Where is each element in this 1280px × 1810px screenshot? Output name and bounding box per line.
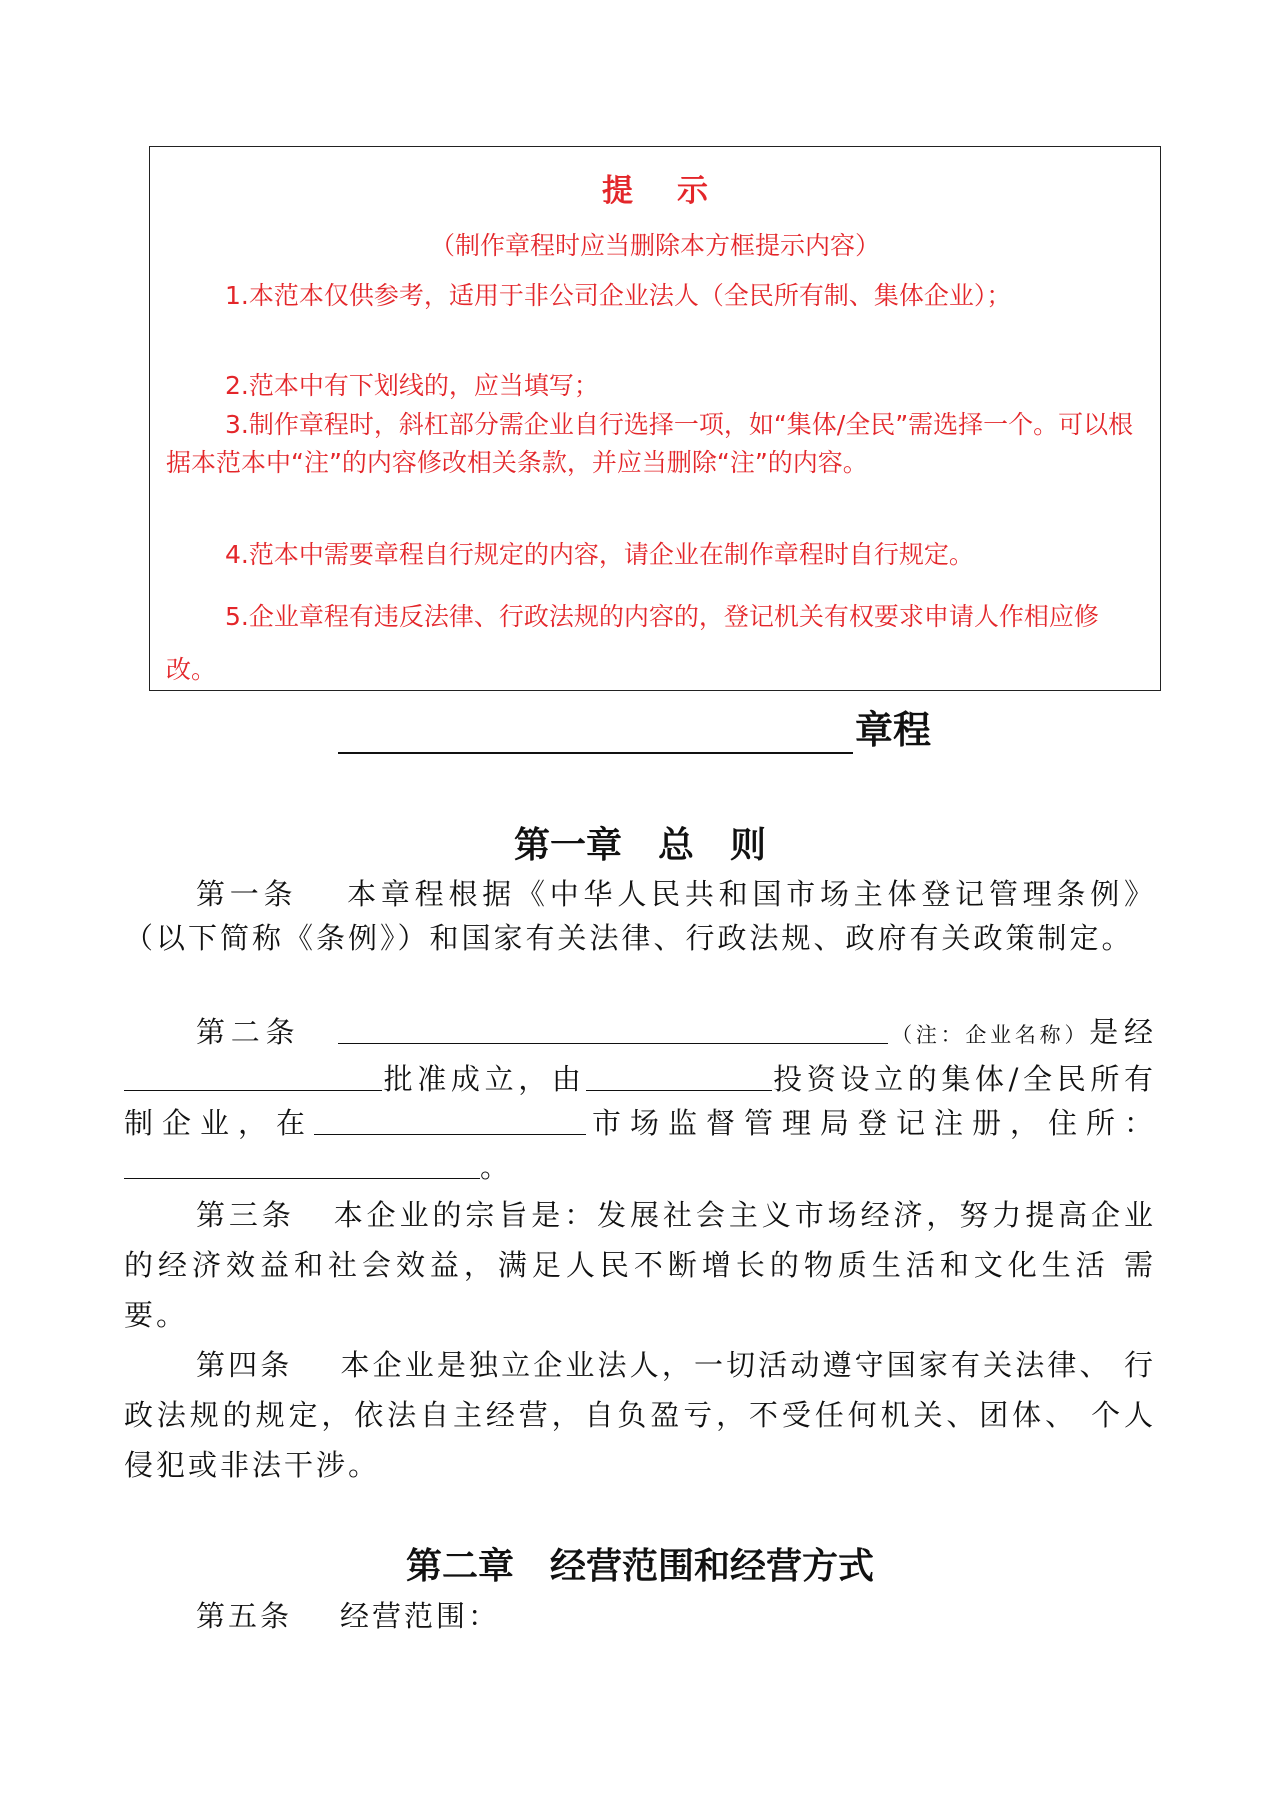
article-4-text: 本企业是独立企业法人，一切活动遵守国家有关法律、 行政法规的规定，依法自主经营，自负盈亏，不受任何机关、团体、 个人侵犯或非法干涉。 [124, 1348, 1156, 1482]
organization-name-blank[interactable] [338, 714, 853, 754]
article-4-label: 第四条 [196, 1348, 293, 1382]
notice-item-3: 3.制作章程时，斜杠部分需企业自行选择一项，如“集体/全民”需选择一个。可以根据本范本中“注”的内容修改相关条款，并应当删除“注”的内容。 [166, 410, 1134, 477]
notice-title: 提示 [602, 173, 752, 209]
notice-item-2: 2.范本中有下划线的，应当填写； [225, 371, 599, 400]
article-2-text-4: 市场监督管理局登记注册，住所： [586, 1106, 1156, 1140]
address-blank[interactable] [124, 1148, 480, 1179]
document-title-suffix: 章程 [855, 708, 932, 752]
notice-subtitle: （制作章程时应当删除本方框提示内容） [429, 231, 880, 260]
enterprise-name-blank[interactable] [338, 1013, 888, 1044]
notice-item-5: 5.企业章程有违反法律、行政法规的内容的，登记机关有权要求申请人作相应修改。 [166, 602, 1099, 684]
article-3 [124, 1190, 1156, 1340]
article-2-text-3: 投资设立的集体/全民所有制企业，在 [124, 1062, 1156, 1140]
article-2 [124, 1010, 1156, 1189]
article-5 [124, 1594, 1156, 1638]
investor-blank[interactable] [586, 1060, 772, 1091]
article-1-label: 第一条 [196, 877, 298, 911]
article-1-text: 本章程根据《中华人民共和国市场主体登记管理条例》（以下简称《条例》）和国家有关法律、行政法规、政府有关政策制定。 [124, 877, 1156, 955]
article-5-label: 第五条 [196, 1599, 293, 1633]
document-title [338, 706, 931, 754]
chapter-1-heading: 第一章 总 则 [513, 825, 766, 866]
article-2-label: 第二条 [196, 1015, 301, 1049]
article-3-text: 本企业的宗旨是：发展社会主义市场经济，努力提高企业的经济效益和社会效益，满足人民不断增长的物质生活和文化生活 需要。 [124, 1198, 1156, 1332]
approver-blank[interactable] [124, 1060, 382, 1091]
article-1 [124, 872, 1156, 960]
article-2-text-1: 是经 [1089, 1015, 1156, 1049]
article-2-text-5: 。 [480, 1150, 513, 1184]
registration-authority-blank[interactable] [314, 1104, 586, 1135]
notice-item-1: 1.本范本仅供参考，适用于非公司企业法人（全民所有制、集体企业）； [225, 281, 1012, 310]
notice-item-4: 4.范本中需要章程自行规定的内容，请企业在制作章程时自行规定。 [225, 540, 974, 569]
article-2-note: （注：企业名称） [888, 1023, 1090, 1047]
chapter-2-heading: 第二章 经营范围和经营方式 [405, 1546, 874, 1587]
article-3-label: 第三条 [196, 1198, 295, 1232]
article-2-text-2: 批准成立，由 [382, 1062, 586, 1096]
article-5-text: 经营范围： [340, 1599, 501, 1633]
article-4 [124, 1340, 1156, 1490]
